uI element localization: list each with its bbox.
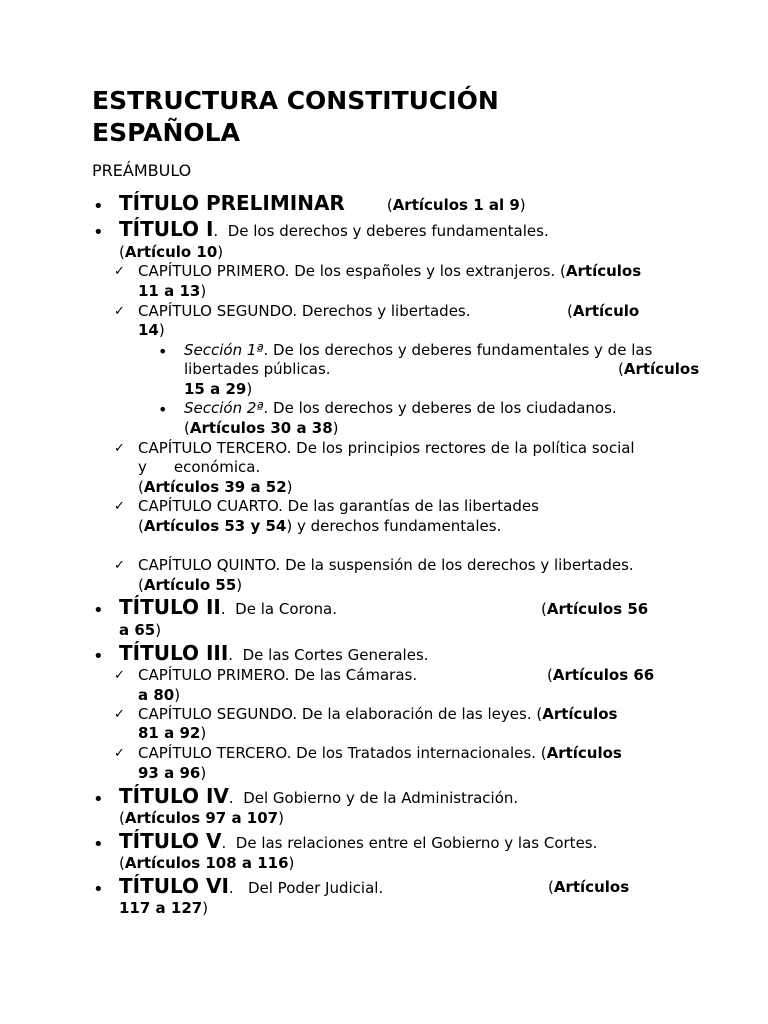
bullet-icon: •	[93, 834, 104, 855]
bullet-icon: •	[93, 789, 104, 810]
titulo-desc: De las relaciones entre el Gobierno y las Cortes.	[235, 834, 598, 852]
titulo-ref: 117 a 127)	[119, 899, 209, 917]
bullet-icon: •	[93, 879, 104, 900]
seccion-ref: (Artículos	[618, 360, 700, 378]
seccion-ref: 15 a 29)	[184, 380, 253, 398]
list-item-capitulo: CAPÍTULO TERCERO. De los Tratados internacionales. (Artículos	[138, 744, 622, 762]
capitulo-text: y económica.	[138, 458, 261, 476]
checkmark-icon: ✓	[114, 499, 125, 514]
list-item-capitulo: CAPÍTULO SEGUNDO. Derechos y libertades.	[138, 302, 471, 320]
checkmark-icon: ✓	[114, 746, 125, 761]
titulo-ref: (Artículos 56	[541, 600, 649, 618]
titulo-desc: De la Corona.	[235, 600, 337, 618]
capitulo-ref: 14)	[138, 321, 165, 339]
capitulo-ref: a 80)	[138, 686, 181, 704]
capitulo-ref: (Artículo 55)	[138, 576, 243, 594]
bullet-icon: •	[158, 400, 168, 419]
preambulo-label: PREÁMBULO	[92, 161, 192, 180]
bullet-icon: •	[158, 342, 168, 361]
seccion-text: libertades públicas.	[184, 360, 331, 378]
capitulo-ref: (Artículo	[567, 302, 640, 320]
titulo-name: TÍTULO IV	[119, 784, 229, 808]
titulo-ref: (Artículos 97 a 107)	[119, 809, 284, 827]
titulo-desc: Del Poder Judicial.	[247, 879, 384, 897]
list-item-titulo-4: TÍTULO IV. Del Gobierno y de la Administración.	[119, 784, 519, 808]
titulo-name: TÍTULO VI	[119, 874, 229, 898]
document-title-line1: ESTRUCTURA CONSTITUCIÓN	[92, 86, 499, 115]
capitulo-ref: 81 a 92)	[138, 724, 207, 742]
list-item-capitulo: CAPÍTULO CUARTO. De las garantías de las libertades	[138, 497, 539, 515]
bullet-icon: •	[93, 600, 104, 621]
checkmark-icon: ✓	[114, 558, 125, 573]
list-item-seccion: Sección 2ª. De los derechos y deberes de los ciudadanos.	[184, 399, 617, 417]
titulo-desc: De los derechos y deberes fundamentales.	[227, 222, 549, 240]
checkmark-icon: ✓	[114, 668, 125, 683]
titulo-name: TÍTULO III	[119, 641, 229, 665]
titulo-name: TÍTULO PRELIMINAR	[119, 191, 345, 215]
list-item-capitulo: CAPÍTULO PRIMERO. De las Cámaras.	[138, 666, 418, 684]
list-item-titulo-1: TÍTULO I. De los derechos y deberes fundamentales.	[119, 217, 549, 241]
capitulo-ref: (Artículos 66	[547, 666, 655, 684]
capitulo-ref: (Artículos 53 y 54) y derechos fundamentales.	[138, 517, 502, 535]
titulo-ref: a 65)	[119, 621, 162, 639]
articulos-ref: Artículos 1 al 9	[392, 196, 520, 214]
checkmark-icon: ✓	[114, 264, 125, 279]
titulo-name: TÍTULO II	[119, 595, 221, 619]
bullet-icon: •	[93, 646, 104, 667]
list-item-capitulo: CAPÍTULO TERCERO. De los principios rectores de la política social	[138, 439, 635, 457]
articulos-ref: Artículo 10	[124, 243, 218, 261]
titulo-desc: Del Gobierno y de la Administración.	[243, 789, 519, 807]
titulo-desc: De las Cortes Generales.	[242, 646, 429, 664]
list-item-titulo-3: TÍTULO III. De las Cortes Generales.	[119, 641, 429, 665]
checkmark-icon: ✓	[114, 304, 125, 319]
list-item-capitulo: CAPÍTULO SEGUNDO. De la elaboración de las leyes. (Artículos	[138, 705, 618, 723]
capitulo-ref: 11 a 13)	[138, 282, 207, 300]
titulo-name: TÍTULO I	[119, 217, 214, 241]
checkmark-icon: ✓	[114, 707, 125, 722]
seccion-ref: (Artículos 30 a 38)	[184, 419, 339, 437]
checkmark-icon: ✓	[114, 441, 125, 456]
titulo-1-ref: (Artículo 10)	[119, 243, 224, 261]
list-item-seccion: Sección 1ª. De los derechos y deberes fundamentales y de las	[184, 341, 653, 359]
bullet-icon: •	[93, 196, 104, 217]
list-item-titulo-5: TÍTULO V. De las relaciones entre el Gobierno y las Cortes.	[119, 829, 598, 853]
capitulo-ref: (Artículos 39 a 52)	[138, 478, 293, 496]
document-title-line2: ESPAÑOLA	[92, 118, 240, 147]
capitulo-ref: 93 a 96)	[138, 764, 207, 782]
list-item-titulo-2: TÍTULO II. De la Corona.	[119, 595, 337, 619]
list-item-capitulo: CAPÍTULO PRIMERO. De los españoles y los extranjeros. (Artículos	[138, 262, 642, 280]
list-item-titulo-6: TÍTULO VI. Del Poder Judicial.	[119, 874, 384, 898]
titulo-name: TÍTULO V	[119, 829, 222, 853]
titulo-ref: (Artículos	[548, 878, 630, 896]
bullet-icon: •	[93, 222, 104, 243]
list-item-capitulo: CAPÍTULO QUINTO. De la suspensión de los derechos y libertades.	[138, 556, 634, 574]
list-item-titulo-preliminar: TÍTULO PRELIMINAR (Artículos 1 al 9)	[119, 191, 526, 215]
titulo-ref: (Artículos 108 a 116)	[119, 854, 295, 872]
